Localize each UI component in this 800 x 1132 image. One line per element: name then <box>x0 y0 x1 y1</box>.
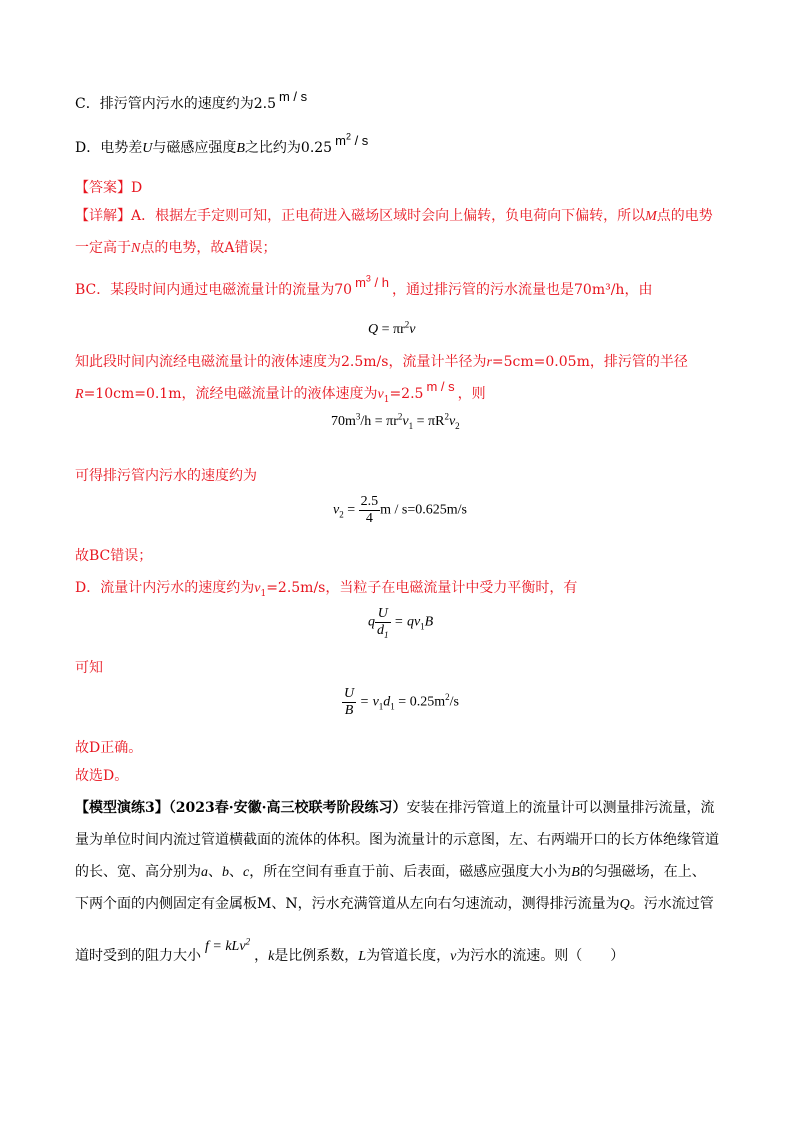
exercise-line-5-a: 道时受到的阻力大小 <box>75 948 201 964</box>
detail-line-7: 故BC错误； <box>75 548 153 564</box>
equation-2 <box>331 411 460 431</box>
exercise-formula-f-exp: 2 <box>245 936 251 947</box>
eq1-v: v <box>409 322 416 337</box>
eq4-fraction <box>375 606 391 639</box>
eq4-q: q <box>368 614 375 630</box>
equation-4 <box>368 606 433 639</box>
detail-var-big-r: R <box>75 387 84 402</box>
eq3-den: 4 <box>365 511 373 526</box>
eq1-lhs: Q <box>368 322 379 337</box>
exercise-source: （2023春·安徽·高三校联考阶段练习） <box>168 800 407 816</box>
detail-line-5-a: =10cm=0.1m，流经电磁流量计的液体速度为 <box>83 386 378 402</box>
option-d-unit-exp: 2 <box>345 131 351 142</box>
exercise-formula-f-text: f = kLv <box>205 939 246 954</box>
exercise-var-a: a <box>201 865 208 880</box>
equation-1 <box>368 319 416 338</box>
eq2-d-exp: 2 <box>444 411 449 422</box>
detail-line-2 <box>75 238 276 259</box>
detail-line-3-head: BC．某段时间内通过电磁流量计的流量为70 <box>75 282 353 298</box>
eq2-d: = πR <box>413 414 445 429</box>
detail-line-5-c: ，则 <box>457 386 486 402</box>
detail-line-5-v: v <box>377 387 384 402</box>
exercise-line-5-d: 为管道长度， <box>366 948 451 964</box>
detail-line-4 <box>75 352 688 373</box>
exercise-line-4-b: 。污水流过管 <box>629 896 714 912</box>
eq3-tail: m / s=0.625m/s <box>380 502 467 518</box>
detail-line-11: 故选D。 <box>75 768 129 784</box>
eq5-a-sub: 1 <box>378 701 384 712</box>
exercise-line-4 <box>75 894 714 915</box>
detail-line-3-unit-base: m <box>355 275 366 290</box>
detail-line-1-text: 【详解】A．根据左手定则可知，正电荷进入磁场区域时会向上偏转，负电荷向下偏转，所以 <box>75 208 646 224</box>
detail-line-3-unit-tail: / h <box>370 275 390 290</box>
exercise-line-4-a: 下两个面的内侧固定有金属板M、N，污水充满管道从左向右匀速流动，测得排污流量为 <box>75 896 620 912</box>
eq2-c: v <box>402 414 409 429</box>
option-c-unit: m / s <box>278 89 308 104</box>
eq2-e-sub: 2 <box>455 420 460 431</box>
eq5-b-sub: 1 <box>390 701 395 712</box>
eq4-den: d <box>377 623 384 638</box>
exercise-var-l: L <box>358 949 367 964</box>
option-d-text-1: D．电势差 <box>75 140 143 156</box>
eq4-rhs-sub: 1 <box>420 621 425 632</box>
exercise-line-1-tail: 安装在排污管道上的流量计可以测量排污流量，流 <box>406 800 715 816</box>
option-c <box>75 89 310 114</box>
eq3-lhs-sub: 2 <box>339 509 344 520</box>
exercise-var-v: v <box>450 949 457 964</box>
eq4-rhs: = qv <box>390 614 421 630</box>
detail-line-3 <box>75 273 653 300</box>
detail-line-3-unit <box>355 275 389 290</box>
exercise-sep-2: 、 <box>229 864 243 880</box>
detail-line-1 <box>75 206 713 227</box>
detail-line-8-a: D．流量计内污水的速度约为 <box>75 580 255 596</box>
exercise-formula-f <box>205 936 251 954</box>
eq4-den-sub: 1 <box>384 629 389 640</box>
detail-line-5-b: =2.5 <box>389 386 424 402</box>
eq5-fraction <box>342 686 356 719</box>
option-d-unit-base: m <box>335 133 346 148</box>
eq2-a-exp: 3 <box>355 411 361 422</box>
eq2-a: 70m <box>331 414 356 429</box>
detail-line-10: 故D正确。 <box>75 740 143 756</box>
eq1-exp: 2 <box>404 319 410 330</box>
eq3-eq: = <box>343 502 359 518</box>
exercise-line-3-c: 的匀强磁场，在上、 <box>579 864 706 880</box>
detail-line-5 <box>75 379 486 405</box>
detail-line-5-unit: m / s <box>426 379 455 394</box>
exercise-line-5-e: 为污水的流速。则（ ） <box>456 948 625 964</box>
exercise-sep-1: 、 <box>208 864 222 880</box>
detail-var-m: M <box>645 209 657 224</box>
exercise-line-3-b: ，所在空间有垂直于前、后表面，磁感应强度大小为 <box>249 864 572 880</box>
eq4-b: B <box>424 614 434 630</box>
option-d-unit <box>335 133 368 148</box>
exercise-line-5-c: 是比例系数， <box>274 948 359 964</box>
detail-line-3-tail: ，通过排污管的污水流量也是70m³/h，由 <box>392 282 653 298</box>
detail-line-8-b: =2.5m/s，当粒子在电磁流量计中受力平衡时，有 <box>266 580 578 596</box>
exercise-var-k: k <box>268 949 275 964</box>
option-d <box>75 131 371 159</box>
eq1-mid: = πr <box>378 322 405 337</box>
eq2-b: /h = πr <box>360 414 398 429</box>
detail-line-9: 可知 <box>75 660 103 676</box>
eq5-den: B <box>344 703 354 718</box>
detail-line-8-v: v <box>254 581 261 596</box>
exercise-line-3 <box>75 862 706 883</box>
eq5-b: d <box>383 694 391 710</box>
detail-line-6: 可得排污管内污水的速度约为 <box>75 468 257 484</box>
exercise-var-c: c <box>243 865 250 880</box>
detail-line-2-tail: 点的电势，故A错误； <box>140 240 277 256</box>
eq2-c-sub: 1 <box>408 420 414 431</box>
exercise-line-5 <box>75 936 625 967</box>
exercise-line-3-a: 的长、宽、高分别为 <box>75 864 201 880</box>
option-d-var-u: U <box>142 141 153 156</box>
eq5-num: U <box>344 686 355 701</box>
eq4-den-wrap <box>375 623 391 639</box>
option-d-unit-tail: / s <box>350 133 369 148</box>
exercise-var-b: b <box>222 865 229 880</box>
detail-line-8-sub: 1 <box>260 588 267 599</box>
detail-var-r: r <box>486 355 492 370</box>
exercise-line-1 <box>75 798 714 818</box>
option-c-text: C．排污管内污水的速度约为2.5 <box>75 96 276 112</box>
exercise-var-big-b: B <box>571 865 580 880</box>
eq3-fraction <box>359 494 381 527</box>
eq5-a: = v <box>356 694 379 710</box>
option-d-text-2: 与磁感应强度 <box>152 140 237 156</box>
detail-line-5-sub: 1 <box>383 394 390 405</box>
eq2-b-exp: 2 <box>397 411 403 422</box>
eq5-d: /s <box>449 694 459 710</box>
option-d-var-b: B <box>236 141 245 156</box>
eq4-num: U <box>375 606 391 623</box>
equation-3 <box>333 494 467 527</box>
detail-line-2-head: 一定高于 <box>75 240 131 256</box>
detail-var-n: N <box>131 241 141 256</box>
detail-line-8 <box>75 578 577 599</box>
eq5-c: = 0.25m <box>394 694 446 710</box>
eq2-e: v <box>448 414 456 429</box>
option-d-text-3: 之比约为0.25 <box>244 140 333 156</box>
exercise-tag: 【模型演练3】 <box>75 800 169 816</box>
exercise-var-q: Q <box>619 897 630 912</box>
eq3-lhs: v <box>333 502 340 518</box>
detail-line-1-tail: 点的电势 <box>656 208 713 224</box>
detail-line-4-tail: =5cm=0.05m，排污管的半径 <box>491 354 688 370</box>
eq3-num: 2.5 <box>360 494 379 509</box>
exercise-line-5-b: ， <box>254 948 269 964</box>
exercise-line-2: 量为单位时间内流过管道横截面的流体的体积。图为流量计的示意图，左、右两端开口的长方体绝缘管道 <box>75 832 719 848</box>
detail-line-4-text: 知此段时间内流经电磁流量计的液体速度为2.5m/s，流量计半径为 <box>75 354 487 370</box>
answer-label: 【答案】D <box>75 180 143 196</box>
equation-5 <box>342 686 459 719</box>
eq5-c-exp: 2 <box>445 692 450 703</box>
detail-line-3-unit-exp: 3 <box>365 273 371 284</box>
